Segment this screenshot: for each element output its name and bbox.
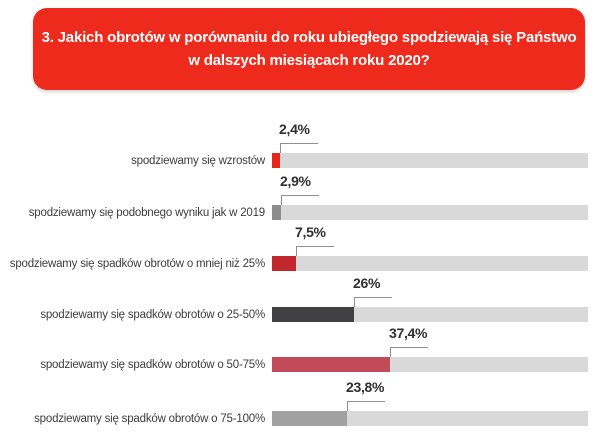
leader-line [390,347,428,357]
category-label: spodziewamy się wzrostów [131,155,265,167]
question-title-line2: w dalszych miesiącach roku 2020? [188,52,430,69]
bar-row [0,274,600,326]
bar-row [0,172,600,224]
leader-line [354,297,392,307]
bar-fill [272,411,347,426]
value-label: 7,5% [295,224,326,240]
value-label: 37,4% [389,325,428,341]
leader-line [281,195,319,205]
value-label: 2,9% [280,173,311,189]
bar-track [272,357,588,372]
bar-row [0,378,600,430]
question-title-line1: 3. Jakich obrotów w porównaniu do roku ubiegłego spodziewają się Państwo [41,29,577,46]
bar-row [0,324,600,376]
category-label: spodziewamy się spadków obrotów o 50-75% [40,359,265,371]
leader-line [347,401,385,411]
bar-fill [272,205,281,220]
value-label: 26% [353,275,381,291]
category-label: spodziewamy się spadków obrotów o 25-50% [40,309,265,321]
bar-row [0,223,600,275]
bar-fill [272,357,390,372]
bar-row [0,120,600,172]
category-label: spodziewamy się spadków obrotów o 75-100% [34,413,265,425]
category-label: spodziewamy się spadków obrotów o mniej niż 25% [9,258,265,270]
bar-track [272,153,588,168]
bar-track [272,411,588,426]
category-label: spodziewamy się podobnego wyniku jak w 2019 [28,207,265,219]
bar-fill [272,307,354,322]
value-label: 2,4% [279,121,310,137]
bar-track [272,307,588,322]
value-label: 23,8% [346,379,385,395]
bar-track [272,256,588,271]
bar-fill [272,153,280,168]
bar-track [272,205,588,220]
leader-line [280,143,318,153]
bar-fill [272,256,296,271]
leader-line [296,246,334,256]
